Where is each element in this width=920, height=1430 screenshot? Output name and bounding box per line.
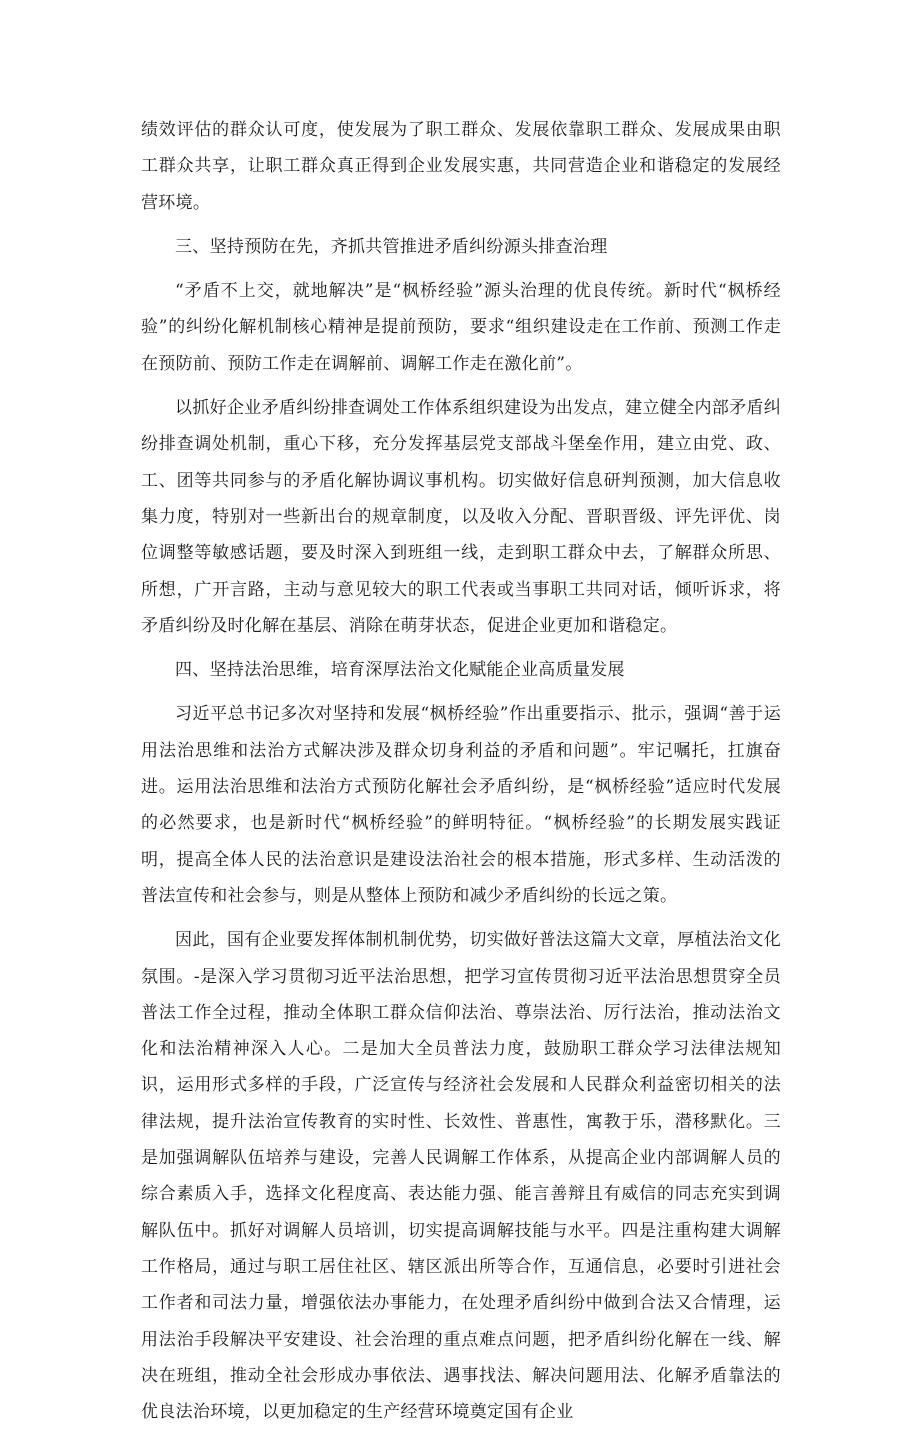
paragraph-rule-of-law: 习近平总书记多次对坚持和发展“枫桥经验”作出重要指示、批示，强调“善于运用法治思维和法治方式解决涉及群众切身利益的矛盾和问题”。牢记嘱托，扛旗奋进。运用法治思维和法治方式预防化解社会矛盾纠纷，是“枫桥经验”适应时代发展的必然要求，也是新时代“枫桥经验”的鲜明特征。“枫桥经验”的长期发展实践证明，提高全体人民的法治意识是建设法治社会的根本措施，形式多样、生动活泼的普法宣传和社会参与，则是从整体上预防和减少矛盾纠纷的长远之策。 — [141, 704, 781, 906]
document-body — [141, 112, 781, 1430]
section-heading-4: 四、坚持法治思维，培育深厚法治文化赋能企业高质量发展 — [175, 660, 625, 681]
paragraph-legal-culture: 因此，国有企业要发挥体制机制优势，切实做好普法这篇大文章，厚植法治文化氛围。-是深入学习贯彻习近平法治思想，把学习宣传贯彻习近平法治思想贯穿全员普法工作全过程，推动全体职工群众信仰法治、尊崇法治、厉行法治，推动法治文化和法治精神深入人心。二是加大全员普法力度，鼓励职工群众学习法律法规知识，运用形式多样的手段，广泛宣传与经济社会发展和人民群众利益密切相关的法律法规，提升法治宣传教育的实时性、长效性、普惠性，寓教于乐，潜移默化。三是加强调解队伍培养与建设，完善人民调解工作体系，从提高企业内部调解人员的综合素质入手，选择文化程度高、表达能力强、能言善辩且有威信的同志充实到调解队伍中。抓好对调解人员培训，切实提高调解技能与水平。四是注重构建大调解工作格局，通过与职工居住社区、辖区派出所等合作，互通信息，必要时引进社会工作者和司法力量，增强依法办事能力，在处理矛盾纠纷中做到合法又合情理，运用法治手段解决平安建设、社会治理的重点难点问题，把矛盾纠纷化解在一线、解决在班组，推动全社会形成办事依法、遇事找法、解决问题用法、化解矛盾靠法的优良法治环境，以更加稳定的生产经营环境奠定国有企业 — [141, 930, 781, 1423]
paragraph-fengqiao-tradition: “矛盾不上交，就地解决”是“枫桥经验”源头治理的优良传统。新时代“枫桥经验”的纠纷化解机制核心精神是提前预防，要求“组织建设走在工作前、预测工作走在预防前、预防工作走在调解前、调解工作走在激化前”。 — [141, 281, 781, 374]
paragraph-continued: 绩效评估的群众认可度，使发展为了职工群众、发展依靠职工群众、发展成果由职工群众共享，让职工群众真正得到企业发展实惠，共同营造企业和谐稳定的发展经营环境。 — [141, 120, 781, 213]
paragraph-dispute-mechanism: 以抓好企业矛盾纠纷排查调处工作体系组织建设为出发点，建立健全内部矛盾纠纷排查调处机制，重心下移，充分发挥基层党支部战斗堡垒作用，建立由党、政、工、团等共同参与的矛盾化解协调议事机构。切实做好信息研判预测，加大信息收集力度，特别对一些新出台的规章制度，以及收入分配、晋职晋级、评先评优、岗位调整等敏感话题，要及时深入到班组一线，走到职工群众中去，了解群众所思、所想，广开言路，主动与意见较大的职工代表或当事职工共同对话，倾听诉求，将矛盾纠纷及时化解在基层、消除在萌芽状态，促进企业更加和谐稳定。 — [141, 398, 781, 636]
section-heading-3: 三、坚持预防在先，齐抓共管推进矛盾纠纷源头排查治理 — [175, 236, 608, 257]
